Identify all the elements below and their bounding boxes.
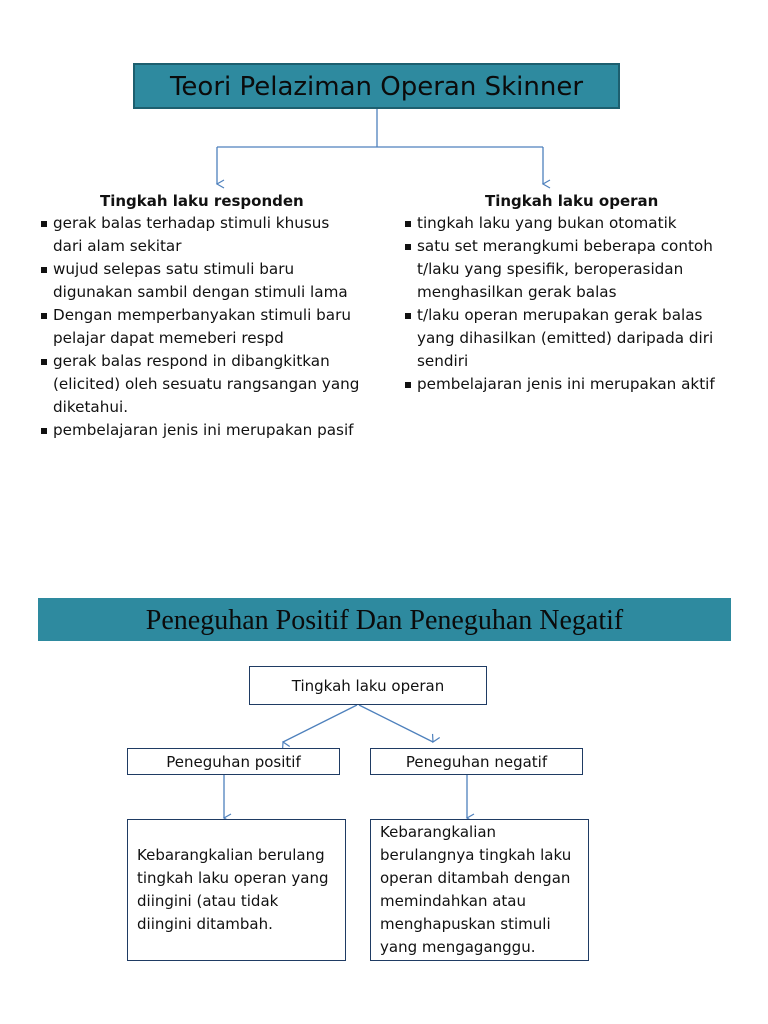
operan-list: [404, 212, 734, 396]
list-item: pembelajaran jenis ini merupakan pasif: [40, 419, 360, 442]
arrow-to-positif: [283, 705, 357, 742]
negatif-desc: Kebarangkalian berulangnya tingkah laku operan ditambah dengan memindahkan atau menghapuskan stimuli yang mengaganggu.: [380, 823, 572, 956]
list-item: Dengan memperbanyakan stimuli baru pelajar dapat memeberi respd: [40, 304, 360, 350]
responden-list: [40, 212, 360, 442]
bullet-icon: [405, 313, 411, 319]
main-title: Teori Pelaziman Operan Skinner: [133, 63, 620, 109]
bullet-icon: [405, 244, 411, 250]
list-item: gerak balas terhadap stimuli khusus dari alam sekitar: [40, 212, 360, 258]
negatif-desc-box: [370, 819, 589, 961]
negatif-box-label: Peneguhan negatif: [405, 752, 548, 771]
list-item: satu set merangkumi beberapa contoh t/laku yang spesifik, beroperasidan menghasilkan gerak balas: [404, 235, 734, 304]
positif-box: [127, 748, 340, 775]
arrow-to-negatif: [359, 705, 433, 742]
bullet-icon: [41, 267, 47, 273]
list-item: wujud selepas satu stimuli baru digunakan sambil dengan stimuli lama: [40, 258, 360, 304]
list-item: tingkah laku yang bukan otomatik: [404, 212, 734, 235]
root-box-label: Tingkah laku operan: [291, 676, 445, 695]
bullet-icon: [41, 221, 47, 227]
positif-desc: Kebarangkalian berulang tingkah laku operan yang diingini (atau tidak diingini ditambah.: [137, 846, 329, 933]
list-item: pembelajaran jenis ini merupakan aktif: [404, 373, 734, 396]
operan-heading: Tingkah laku operan: [485, 192, 659, 210]
positif-box-label: Peneguhan positif: [166, 752, 301, 771]
list-item: t/laku operan merupakan gerak balas yang dihasilkan (emitted) daripada diri sendiri: [404, 304, 734, 373]
root-box: [249, 666, 487, 705]
bullet-icon: [41, 359, 47, 365]
bullet-icon: [405, 221, 411, 227]
responden-heading: Tingkah laku responden: [100, 192, 304, 210]
section-title: Peneguhan Positif Dan Peneguhan Negatif: [38, 598, 731, 641]
bullet-icon: [41, 428, 47, 434]
list-item: gerak balas respond in dibangkitkan (elicited) oleh sesuatu rangsangan yang diketahui.: [40, 350, 360, 419]
bullet-icon: [41, 313, 47, 319]
negatif-box: [370, 748, 583, 775]
positif-desc-box: [127, 819, 346, 961]
bullet-icon: [405, 382, 411, 388]
